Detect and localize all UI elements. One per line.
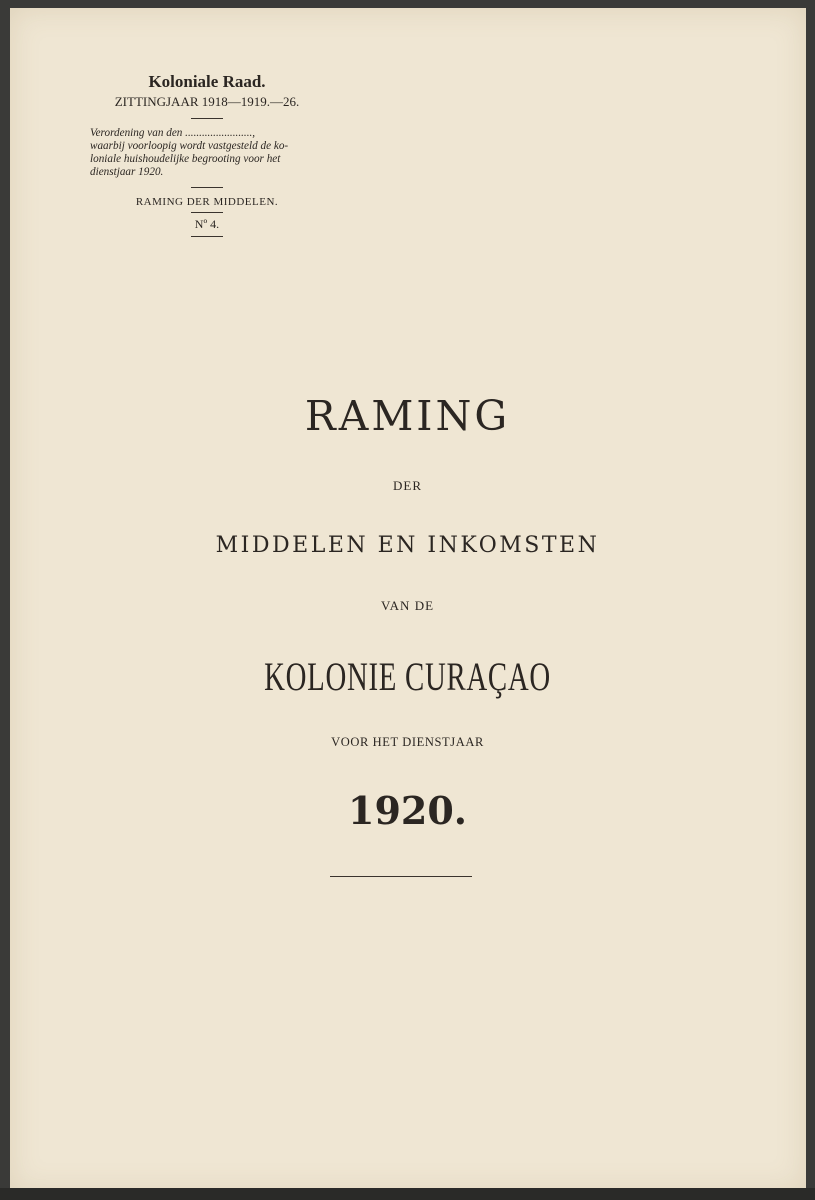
council-name: Koloniale Raad. [148,72,266,91]
title-year: 1920. [348,788,467,833]
title-middelen: MIDDELEN EN INKOMSTEN [215,533,600,558]
ordinance-line: Verordening van den ........................, [90,127,256,139]
section-title: RAMING DER MIDDELEN. [135,196,279,208]
header-divider [191,236,223,237]
title-der: DER [393,478,422,493]
ordinance-line: waarbij voorloopig wordt vastgesteld de ko- [90,140,289,152]
title-voor-het-dienstjaar: VOOR HET DIENSTJAAR [331,735,484,749]
header-divider [191,212,223,213]
document-number: Nº 4. [194,217,220,231]
title-van-de: VAN DE [380,598,435,613]
scan-bottom-edge [0,1188,815,1200]
bottom-rule [330,876,472,877]
ordinance-line: loniale huishoudelijke begrooting voor het [90,153,281,165]
ordinance-line: dienstjaar 1920. [90,166,164,178]
session-year: ZITTINGJAAR 1918—1919.—26. [114,94,300,109]
ordinance-text [82,127,332,179]
title-raming: RAMING [304,392,511,440]
document-header [82,72,332,241]
header-divider [191,118,223,119]
header-divider [191,187,223,188]
title-kolonie: KOLONIE CURAÇAO [264,654,551,699]
